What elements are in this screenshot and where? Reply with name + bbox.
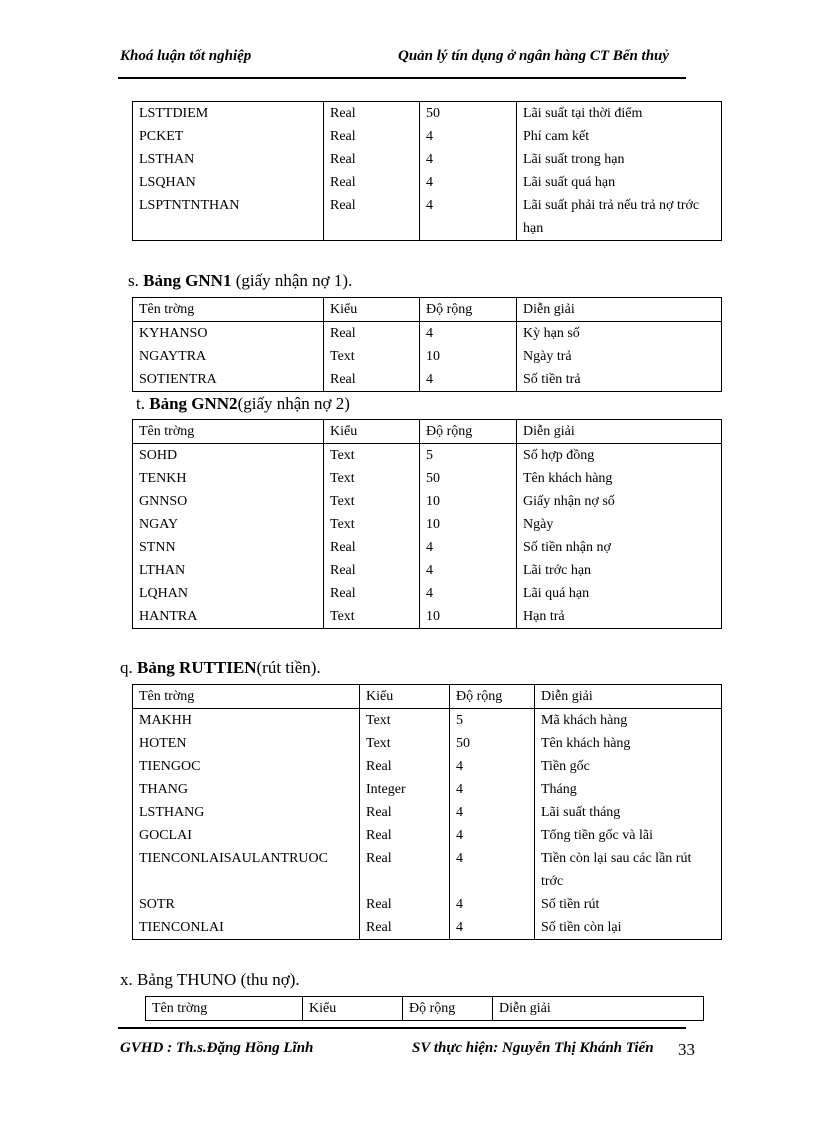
table-gnn1	[132, 297, 722, 392]
table-cell: SOHD	[133, 444, 324, 468]
table-row	[133, 444, 722, 468]
table-cell: Real	[360, 916, 450, 940]
table-cell: LQHAN	[133, 582, 324, 605]
section-gnn1-title: s. Bảng GNN1 (giấy nhận nợ 1).	[128, 271, 353, 290]
table-cell: Kỳ hạn số	[517, 322, 722, 346]
page-number: 33	[678, 1040, 695, 1059]
table-cell: LSTTDIEM	[133, 102, 324, 126]
table-cell: Real	[324, 125, 420, 148]
table-cell: 50	[420, 467, 517, 490]
table-cell: 4	[420, 582, 517, 605]
table-row	[133, 709, 722, 733]
table-cell: Tiền gốc	[535, 755, 722, 778]
col-header: Diễn giải	[517, 420, 722, 444]
table-cell: Real	[324, 368, 420, 392]
table-row	[133, 582, 722, 605]
table-cell: LSQHAN	[133, 171, 324, 194]
table-cell: LSPTNTNTHAN	[133, 194, 324, 241]
table-cell: Real	[324, 582, 420, 605]
table-cell: Số hợp đồng	[517, 444, 722, 468]
col-header: Tên trờng	[146, 997, 303, 1021]
table-cell: 4	[450, 755, 535, 778]
col-header: Kiểu	[324, 298, 420, 322]
table-cell: 4	[450, 916, 535, 940]
table-cell: 4	[420, 536, 517, 559]
table-cell: Real	[360, 824, 450, 847]
table-cell: Lãi suất tháng	[535, 801, 722, 824]
col-header: Tên trờng	[133, 420, 324, 444]
table-row	[133, 801, 722, 824]
col-header: Kiểu	[324, 420, 420, 444]
table-cell: 4	[450, 801, 535, 824]
table-cell: 4	[450, 847, 535, 893]
table-cell: 4	[420, 368, 517, 392]
table-cell: Text	[360, 732, 450, 755]
col-header: Diễn giải	[493, 997, 704, 1021]
table-cell: 10	[420, 513, 517, 536]
header-left: Khoá luận tốt nghiệp	[120, 48, 252, 64]
table-cell: Real	[324, 322, 420, 346]
col-header: Diễn giải	[535, 685, 722, 709]
table-header-row	[146, 997, 704, 1021]
table-cell: MAKHH	[133, 709, 360, 733]
footer-right: SV thực hiện: Nguyễn Thị Khánh Tiến	[412, 1040, 654, 1056]
table-cell: 4	[420, 322, 517, 346]
table-cell: Ngày	[517, 513, 722, 536]
col-header: Độ rộng	[420, 298, 517, 322]
table-cell: Giấy nhận nợ số	[517, 490, 722, 513]
table-cell: Real	[324, 171, 420, 194]
table-cell: Phí cam kết	[517, 125, 722, 148]
table-row	[133, 893, 722, 916]
table-cell: Real	[324, 102, 420, 126]
table-row	[133, 171, 722, 194]
table-header-row	[133, 298, 722, 322]
table-cell: SOTR	[133, 893, 360, 916]
table-cell: 10	[420, 605, 517, 629]
table-row	[133, 322, 722, 346]
table-cell: Tiền còn lại sau các lần rút trớc	[535, 847, 722, 893]
section-gnn2-title: t. Bảng GNN2(giấy nhận nợ 2)	[136, 394, 350, 413]
col-header: Tên trờng	[133, 685, 360, 709]
table-cell: KYHANSO	[133, 322, 324, 346]
table-cell: Lãi quá hạn	[517, 582, 722, 605]
table-cell: LTHAN	[133, 559, 324, 582]
table-cell: PCKET	[133, 125, 324, 148]
table-cell: HOTEN	[133, 732, 360, 755]
table-row	[133, 605, 722, 629]
table-cell: GOCLAI	[133, 824, 360, 847]
table-cell: Ngày trả	[517, 345, 722, 368]
table-row	[133, 755, 722, 778]
table-cell: Real	[360, 893, 450, 916]
table-row	[133, 490, 722, 513]
table-ruttien	[132, 684, 722, 940]
table-cell: LSTHANG	[133, 801, 360, 824]
table-cell: Text	[324, 345, 420, 368]
col-header: Độ rộng	[420, 420, 517, 444]
table-cell: Real	[360, 847, 450, 893]
table-cell: Lãi suất tại thời điểm	[517, 102, 722, 126]
table-cell: 4	[420, 148, 517, 171]
table-header-row	[133, 685, 722, 709]
table-cell: Số tiền trả	[517, 368, 722, 392]
col-header: Độ rộng	[403, 997, 493, 1021]
table-cell: TIENCONLAI	[133, 916, 360, 940]
table-cell: 4	[420, 125, 517, 148]
table-cell: 50	[420, 102, 517, 126]
header-rule	[118, 77, 686, 79]
table-cell: 4	[420, 194, 517, 241]
table-cell: Text	[360, 709, 450, 733]
table-row	[133, 536, 722, 559]
table-cell: 50	[450, 732, 535, 755]
table-cell: Hạn trả	[517, 605, 722, 629]
col-header: Kiểu	[360, 685, 450, 709]
table-cell: Số tiền rút	[535, 893, 722, 916]
header-right: Quản lý tín dụng ở ngân hàng CT Bến thuỷ	[398, 48, 670, 64]
section-thuno-title: x. Bảng THUNO (thu nợ).	[120, 970, 300, 989]
table-cell: Số tiền nhận nợ	[517, 536, 722, 559]
table-cell: TENKH	[133, 467, 324, 490]
col-header: Tên trờng	[133, 298, 324, 322]
table-cell: TIENCONLAISAULANTRUOC	[133, 847, 360, 893]
table-cell: Số tiền còn lại	[535, 916, 722, 940]
table-cell: NGAYTRA	[133, 345, 324, 368]
table-cell: 5	[420, 444, 517, 468]
table-cell: Tháng	[535, 778, 722, 801]
table-cell: Real	[324, 148, 420, 171]
table-cell: Text	[324, 444, 420, 468]
table-cell: Integer	[360, 778, 450, 801]
table-cell: Text	[324, 490, 420, 513]
table-cell: Lãi trớc hạn	[517, 559, 722, 582]
col-header: Diễn giải	[517, 298, 722, 322]
table-cell: 4	[420, 559, 517, 582]
table-cell: 10	[420, 345, 517, 368]
table-cell: Text	[324, 605, 420, 629]
table-cell: Real	[360, 801, 450, 824]
table-cell: 4	[450, 778, 535, 801]
table-row	[133, 778, 722, 801]
table-cell: THANG	[133, 778, 360, 801]
table-cell: 5	[450, 709, 535, 733]
table-cell: Real	[324, 194, 420, 241]
table-cell: 4	[450, 824, 535, 847]
table-row	[133, 125, 722, 148]
table-cell: Lãi suất phải trả nếu trả nợ trớc hạn	[517, 194, 722, 241]
table-cell: Lãi suất quá hạn	[517, 171, 722, 194]
table-row	[133, 847, 722, 893]
table-cell: Real	[324, 559, 420, 582]
table-cell: Lãi suất trong hạn	[517, 148, 722, 171]
table-gnn2	[132, 419, 722, 629]
table-row	[133, 102, 722, 126]
table-cell: HANTRA	[133, 605, 324, 629]
col-header: Độ rộng	[450, 685, 535, 709]
table-cell: Tên khách hàng	[535, 732, 722, 755]
table-cell: Tổng tiền gốc và lãi	[535, 824, 722, 847]
table-row	[133, 916, 722, 940]
table-cell: Text	[324, 513, 420, 536]
table-cell: NGAY	[133, 513, 324, 536]
table-cell: TIENGOC	[133, 755, 360, 778]
table-cell: 4	[420, 171, 517, 194]
table-continued	[132, 101, 722, 241]
table-row	[133, 513, 722, 536]
table-row	[133, 467, 722, 490]
table-cell: Mã khách hàng	[535, 709, 722, 733]
table-row	[133, 559, 722, 582]
footer-rule	[118, 1027, 686, 1029]
table-row	[133, 732, 722, 755]
table-row	[133, 194, 722, 241]
footer-left: GVHD : Th.s.Đặng Hồng Lĩnh	[120, 1040, 314, 1056]
table-cell: Text	[324, 467, 420, 490]
table-cell: 4	[450, 893, 535, 916]
table-cell: Real	[360, 755, 450, 778]
table-cell: STNN	[133, 536, 324, 559]
table-row	[133, 824, 722, 847]
table-row	[133, 368, 722, 392]
table-row	[133, 345, 722, 368]
table-cell: 10	[420, 490, 517, 513]
table-cell: Tên khách hàng	[517, 467, 722, 490]
table-cell: Real	[324, 536, 420, 559]
table-cell: GNNSO	[133, 490, 324, 513]
table-cell: SOTIENTRA	[133, 368, 324, 392]
table-cell: LSTHAN	[133, 148, 324, 171]
table-thuno	[145, 996, 704, 1021]
table-header-row	[133, 420, 722, 444]
col-header: Kiểu	[303, 997, 403, 1021]
section-ruttien-title: q. Bảng RUTTIEN(rút tiền).	[120, 658, 321, 677]
table-row	[133, 148, 722, 171]
